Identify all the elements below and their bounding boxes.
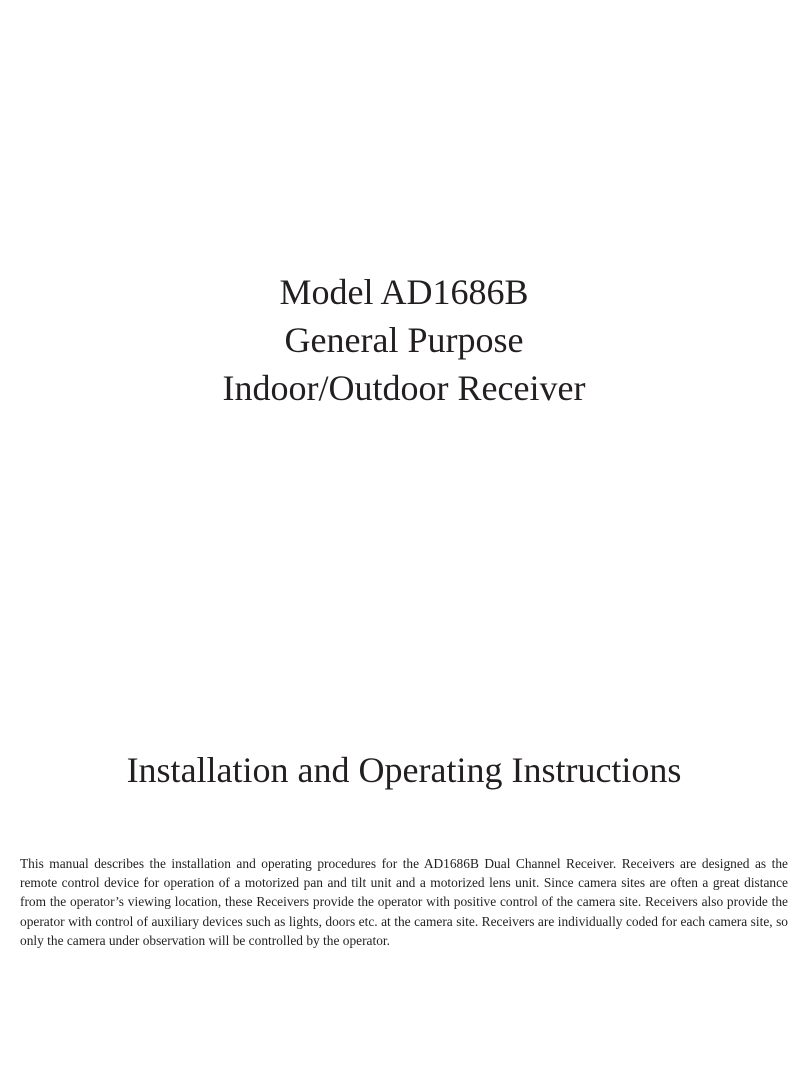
- intro-paragraph: This manual describes the installation and operating procedures for the AD1686B Dual Channel Receiver. Receivers are designed as the remote control device for operation of a motorized pan and tilt unit and a motorized lens unit. Since camera sites are often a great distance from the operator’s viewing location, these Receivers provide the operator with positive control of the camera site. Receivers also provide the operator with control of auxiliary devices such as lights, doors etc. at the camera site. Receivers are individually coded for each camera site, so only the camera under observation will be controlled by the operator.: [20, 856, 788, 948]
- product-type: Indoor/Outdoor Receiver: [222, 368, 586, 408]
- model-title: Model AD1686B: [279, 272, 529, 312]
- product-category: General Purpose: [284, 320, 524, 360]
- title-block: [0, 268, 808, 412]
- document-subtitle: Installation and Operating Instructions: [126, 750, 682, 790]
